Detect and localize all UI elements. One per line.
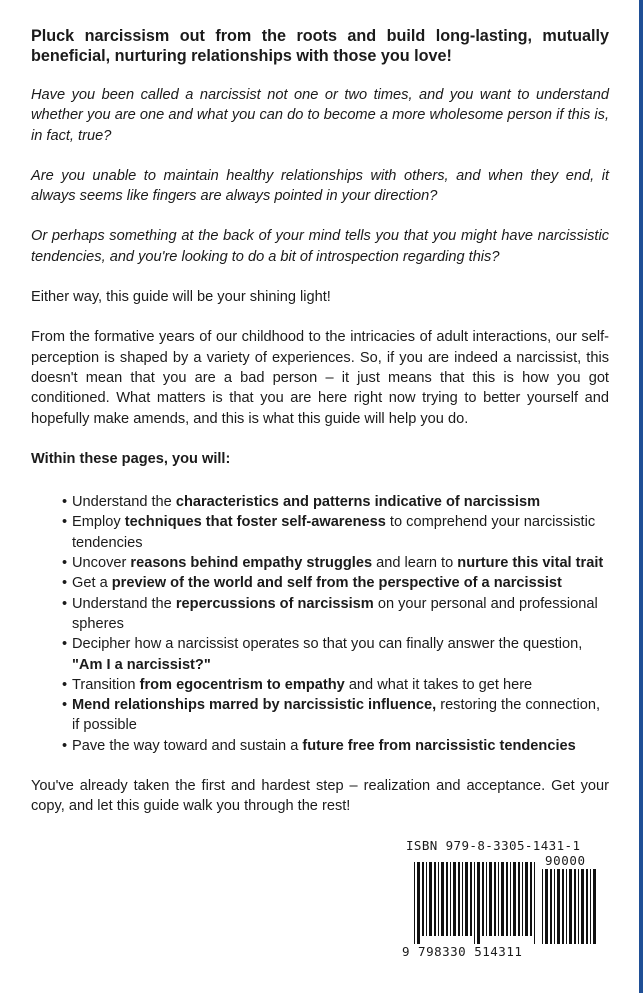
bullet-icon: • [62, 636, 68, 653]
bullet-icon: • [62, 595, 68, 612]
barcode-bar [513, 862, 516, 936]
list-item: • Transition from egocentrism to empathy and what it takes to get here [62, 675, 609, 695]
barcode-bar [510, 862, 511, 936]
list-item: • Pave the way toward and sustain a future free from narcissistic tendencies [62, 736, 609, 756]
barcode-bar [569, 869, 572, 944]
list-item: • Decipher how a narcissist operates so that you can finally answer the question, "Am I a narcissist?" [62, 636, 583, 673]
cover-spine-edge [639, 0, 643, 993]
formative-paragraph: From the formative years of our childhood to the intricacies of adult interactions, our self-perception is shaped by a variety of experiences. So, if you are indeed a narcissist, this doesn't mean that you are a bad person – it just means that this is how you got conditioned. What matters is that you are here right now trying to better yourself and hopefully make amends, and this is what this guide will help you do. [31, 329, 609, 427]
barcode-bar [518, 862, 520, 936]
price-code: 90000 [545, 853, 586, 868]
isbn-barcode [398, 838, 606, 960]
list-item: • Understand the characteristics and patterns indicative of narcissism [62, 492, 609, 512]
closing-paragraph: You've already taken the first and hardest step – realization and acceptance. Get your copy, and let this guide walk you through the rest! [31, 778, 609, 815]
barcode-bar [462, 862, 463, 936]
barcode-bar [426, 862, 427, 936]
barcode-bar [450, 862, 451, 936]
barcode-bar [534, 862, 535, 944]
list-item: • Employ techniques that foster self-awareness to comprehend your narcissistic tendencies [62, 514, 596, 551]
barcode-bar [557, 869, 560, 944]
barcode-bar [489, 862, 492, 936]
bullet-icon: • [62, 697, 68, 714]
barcode-bar [417, 862, 420, 944]
barcode-bar [593, 869, 596, 944]
barcode-bar [458, 862, 460, 936]
lead-tagline: Pluck narcissism out from the roots and build long-lasting, mutually beneficial, nurturing relationships with those you love! [31, 27, 609, 65]
barcode-bar [506, 862, 508, 936]
list-item: • Mend relationships marred by narcissistic influence, restoring the connection, if possible [62, 697, 601, 734]
barcode-bar [486, 862, 487, 936]
barcode-bar [477, 862, 480, 944]
barcode-addon-bars [542, 869, 599, 944]
barcode-bar [545, 869, 548, 944]
isbn-label: ISBN 979-8-3305-1431-1 [406, 838, 581, 853]
bullet-icon: • [62, 514, 68, 531]
barcode-bar [566, 869, 567, 944]
barcode-bar [522, 862, 523, 936]
list-item: • Get a preview of the world and self from the perspective of a narcissist [62, 573, 609, 593]
barcode-bar [470, 862, 472, 936]
barcode-bar [453, 862, 456, 936]
bullet-icon: • [62, 575, 68, 592]
barcode-bar [578, 869, 579, 944]
list-item: • Uncover reasons behind empathy struggles and learn to nurture this vital trait [62, 553, 609, 573]
back-cover-text [31, 26, 609, 837]
barcode-bar [465, 862, 468, 936]
question-paragraph-1: Have you been called a narcissist not one or two times, and you want to understand whether you are one and what you can do to become a more wholesome person if this is, in fact, true? [31, 87, 609, 144]
barcode-bar [441, 862, 444, 936]
barcode-bar [530, 862, 532, 936]
list-item: • Understand the repercussions of narcissism on your personal and professional spheres [62, 595, 598, 632]
question-paragraph-3: Or perhaps something at the back of your mind tells you that you might have narcissistic tendencies, and you're looking to do a bit of introspection regarding this? [31, 228, 609, 265]
barcode-digits: 9 798330 514311 [402, 944, 523, 959]
barcode-bar [550, 869, 552, 944]
bullet-icon: • [62, 494, 68, 511]
barcode-bar [554, 869, 555, 944]
bullet-icon: • [62, 737, 68, 754]
barcode-bar [590, 869, 591, 944]
question-paragraph-2: Are you unable to maintain healthy relationships with others, and when they end, it always seems like fingers are always pointed in your direction? [31, 167, 609, 205]
barcode-bar [438, 862, 439, 936]
barcode-bar [482, 862, 484, 936]
within-pages-heading: Within these pages, you will: [31, 450, 231, 467]
bullet-icon: • [62, 555, 68, 572]
barcode-bar [494, 862, 496, 936]
barcode-bar [574, 869, 576, 944]
barcode-bar [434, 862, 436, 936]
barcode-bar [542, 869, 543, 944]
barcode-bar [498, 862, 499, 936]
barcode-bar [422, 862, 424, 936]
barcode-bar [562, 869, 564, 944]
bullet-icon: • [62, 676, 68, 693]
barcode-bar [581, 869, 584, 944]
barcode-bar [586, 869, 588, 944]
barcode-bar [474, 862, 475, 944]
benefits-list [62, 492, 609, 756]
barcode-bar [446, 862, 448, 936]
either-way-paragraph: Either way, this guide will be your shining light! [31, 289, 331, 306]
barcode-main-bars [414, 862, 538, 944]
barcode-bar [525, 862, 528, 936]
barcode-bar [414, 862, 415, 944]
barcode-bar [501, 862, 504, 936]
barcode-bar [429, 862, 432, 936]
